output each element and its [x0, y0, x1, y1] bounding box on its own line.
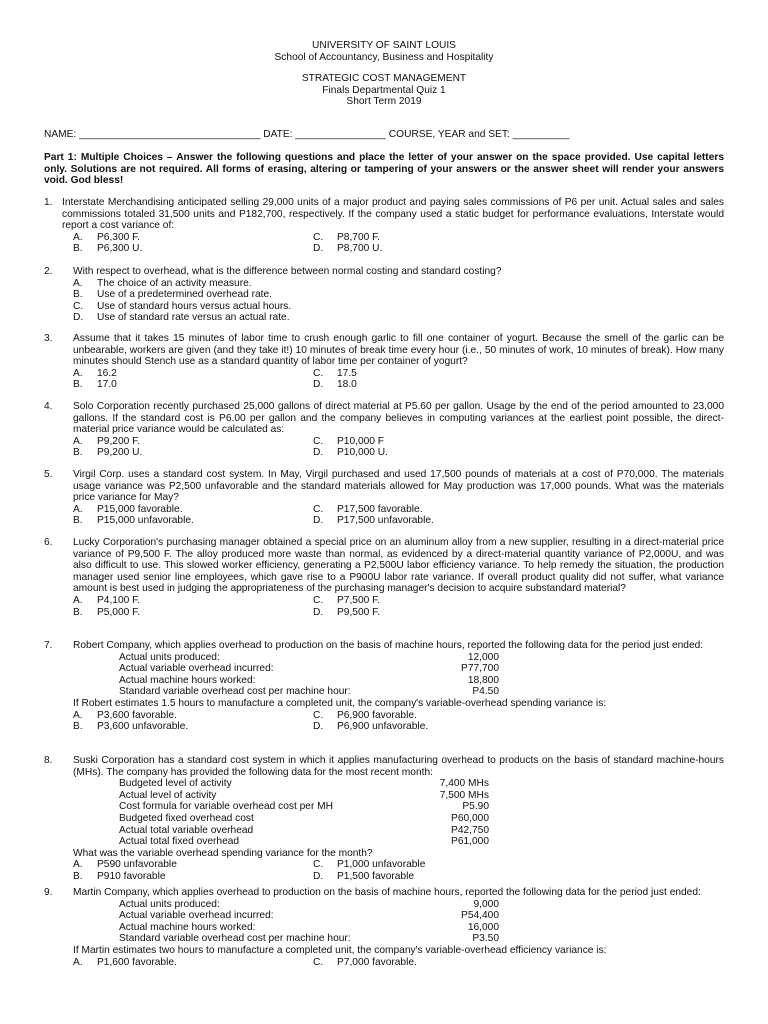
question-text: Lucky Corporation's purchasing manager obtained a special price on an aluminum alloy from a new supplier, resulting in a direct-material price variance of P9,500 F. The alloy produced more waste than normal, as evidenced by a direct-material quantity variance of P2,000U, and was also difficult to use. This slowed worker efficiency, generating a P2,500U labor efficiency variance. To help remedy the situation, the production manager used senior line employees, which gave rise to a P900U labor rate variance. If overall product quality did not suffer, what variance amount is best used in judging the appropriateness of the purchasing manager's decision to acquire substandard material? [73, 537, 724, 595]
option-a: A. The choice of an activity measure. [73, 277, 252, 289]
question-number: 7. [44, 640, 53, 651]
option-c: C. P7,500 F. [313, 594, 381, 606]
question-8 [44, 755, 724, 883]
option-b: B. P9,200 U. [73, 447, 143, 459]
question-text: Martin Company, which applies overhead to production on the basis of machine hours, reported the following data for the period just ended: [73, 887, 701, 898]
option-b: B. 17.0 [73, 379, 117, 391]
quiz-title: Finals Departmental Quiz 1 [322, 84, 446, 96]
option-a: A. P6,300 F. [73, 231, 141, 243]
option-c: C. P1,000 unfavorable [313, 859, 426, 871]
question-followup: If Robert estimates 1.5 hours to manufacture a completed unit, the company's variable-overhead spending variance is: [73, 697, 607, 709]
option-d: D. P1,500 favorable [313, 870, 415, 882]
option-b: B. P5,000 F. [73, 606, 141, 618]
student-info-line: NAME: ________________________________ DATE: ________________ COURSE, YEAR and SET: __________ [44, 129, 570, 140]
option-d: D. P10,000 U. [313, 447, 388, 459]
option-a: A. P4,100 F. [73, 594, 141, 606]
data-table: Actual units produced: 9,000 Actual variable overhead incurred: P54,400 Actual machine hours worked: 16,000 Standard variable overhead cost per machine hour: P3.50 [119, 898, 499, 945]
question-number: 1. [44, 197, 53, 208]
question-text: Interstate Merchandising anticipated selling 29,000 units of a major product and paying sales commissions of P6 per unit. Actual sales and sales commissions totaled 31,500 units and P182,700, respectively. If the company used a static budget for performance evaluations, Interstate would report a cost variance of: [62, 197, 724, 232]
university-name: UNIVERSITY OF SAINT LOUIS [312, 40, 456, 51]
option-d: D. P6,900 unfavorable. [313, 721, 429, 733]
question-text: Robert Company, which applies overhead to production on the basis of machine hours, reported the following data for the period just ended: [73, 640, 704, 651]
option-b: B. P910 favorable [73, 870, 166, 882]
question-number: 4. [44, 401, 53, 412]
question-6 [44, 537, 724, 618]
question-followup: If Martin estimates two hours to manufacture a completed unit, the company's variable-overhead efficiency variance is: [73, 944, 607, 956]
option-a: A. P1,600 favorable. [73, 956, 177, 968]
option-c: C. Use of standard hours versus actual hours. [73, 300, 292, 312]
question-text: With respect to overhead, what is the difference between normal costing and standard costing? [73, 266, 502, 277]
option-d: D. 18.0 [313, 379, 357, 391]
question-7 [44, 640, 724, 733]
question-number: 5. [44, 469, 53, 480]
question-text: Solo Corporation recently purchased 25,000 gallons of direct material at P5.60 per gallon. Usage by the end of the period amounted to 23,000 gallons. If the standard cost is P6.00 per gallon and the company believes in computing variances at the earliest point possible, the direct-material price variance would be calculated as: [73, 401, 724, 436]
question-5 [44, 469, 724, 527]
option-c: C. P6,900 favorable. [313, 709, 417, 721]
option-c: C. P8,700 F. [313, 231, 381, 243]
header-course [0, 73, 768, 108]
part1-instructions: Part 1: Multiple Choices – Answer the following questions and place the letter of your answer on the space provided. Use capital letters only. Solutions are not required. All forms of erasing, altering or tampering of your answers or the answer sheet will render your answers void. God bless! [44, 152, 724, 187]
question-number: 3. [44, 333, 53, 344]
header-institution [0, 40, 768, 63]
question-3 [44, 333, 724, 391]
question-text: Virgil Corp. uses a standard cost system. In May, Virgil purchased and used 17,500 pounds of materials at a cost of P70,000. The materials usage variance was P2,500 unfavorable and the standard materials allowed for May production was 17,000 pounds. What was the materials price variance for May? [73, 469, 724, 504]
school-name: School of Accountancy, Business and Hospitality [274, 51, 494, 63]
option-a: A. P590 unfavorable [73, 859, 177, 871]
question-number: 8. [44, 755, 53, 766]
question-text: Suski Corporation has a standard cost system in which it applies manufacturing overhead to products on the basis of standard machine-hours (MHs). The company has provided the following data for the most recent month: [73, 755, 724, 778]
option-d: D. P17,500 unfavorable. [313, 515, 434, 527]
question-1 [44, 197, 724, 255]
option-d: D. P9,500 F. [313, 606, 381, 618]
data-table: Budgeted level of activity 7,400 MHs Actual level of activity 7,500 MHs Cost formula for variable overhead cost per MH P5.90 Budgeted fixed overhead cost P60,000 Actual total variable overhead P42,750 Actual total fixed overhead P61,000 [119, 778, 489, 848]
option-b: B. P3,600 unfavorable. [73, 721, 189, 733]
question-4 [44, 401, 724, 459]
question-number: 6. [44, 537, 53, 548]
question-9 [44, 887, 724, 968]
option-d: D. P8,700 U. [313, 243, 383, 255]
question-2 [44, 266, 724, 324]
term-label: Short Term 2019 [346, 96, 422, 108]
question-number: 9. [44, 887, 53, 898]
data-table: Actual units produced: 12,000 Actual variable overhead incurred: P77,700 Actual machine hours worked: 18,800 Standard variable overhead cost per machine hour: P4.50 [119, 651, 499, 698]
option-a: A. P15,000 favorable. [73, 503, 183, 515]
question-followup: What was the variable overhead spending variance for the month? [73, 847, 373, 859]
course-title: STRATEGIC COST MANAGEMENT [301, 73, 467, 84]
option-b: B. P6,300 U. [73, 243, 143, 255]
question-text: Assume that it takes 15 minutes of labor time to crush enough garlic to fill one container of yogurt. Because the smell of the garlic can be unbearable, workers are given (and they take it!) 10 minutes of break time every hour (i.e., 50 minutes of work, 10 minutes of break). How many minutes should Stench use as a standard quantity of labor time per container of yogurt? [73, 333, 724, 368]
option-a: A. 16.2 [73, 367, 117, 379]
option-b: B. P15,000 unfavorable. [73, 515, 194, 527]
option-b: B. Use of a predetermined overhead rate. [73, 289, 272, 301]
question-number: 2. [44, 266, 53, 277]
option-c: C. P17,500 favorable. [313, 503, 423, 515]
option-c: C. 17.5 [313, 367, 357, 379]
option-a: A. P9,200 F. [73, 435, 141, 447]
option-d: D. Use of standard rate versus an actual rate. [73, 312, 290, 324]
option-c: C. P7,000 favorable. [313, 956, 417, 968]
option-a: A. P3,600 favorable. [73, 709, 177, 721]
option-c: C. P10,000 F [313, 435, 385, 447]
